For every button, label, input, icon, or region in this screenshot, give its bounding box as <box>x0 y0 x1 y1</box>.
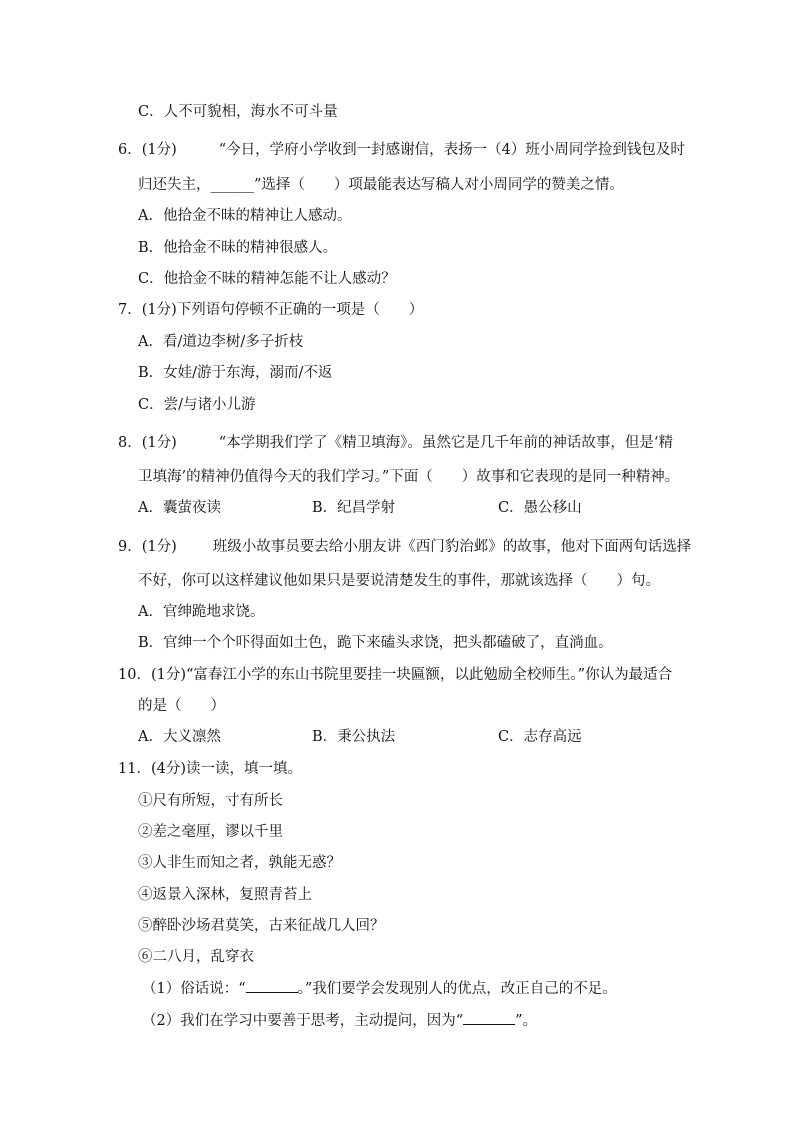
q9-number: 9．(1分) <box>118 539 177 555</box>
q8-stem-line1 <box>118 433 673 453</box>
q11-sub1-blank[interactable] <box>246 978 298 993</box>
q11-sub2 <box>142 1010 537 1031</box>
q10-option-b: B．秉公执法 <box>312 729 396 745</box>
q11-sub1-pre: （1）俗话说：“ <box>142 981 246 997</box>
q6-option-b: B．他拾金不昧的精神很感人。 <box>138 240 338 256</box>
q6-stem-line2 <box>138 175 624 195</box>
q8-option-a: A．囊萤夜读 <box>138 500 221 516</box>
q5-option-c: C．人不可貌相，海水不可斗量 <box>138 104 338 120</box>
q9-stem-line2: 不好，你可以这样建议他如果只是要说清楚发生的事件，那就该选择（ ）句。 <box>138 573 660 589</box>
q11-sub2-blank[interactable] <box>463 1010 515 1025</box>
q8-number: 8．(1分) <box>118 435 177 451</box>
q9-option-b: B．官绅一个个吓得面如土色，跪下来磕头求饶，把头都磕破了，直淌血。 <box>138 635 613 651</box>
q11-item-6: ⑥二八月，乱穿衣 <box>138 949 254 965</box>
q6-option-a: A．他拾金不昧的精神让人感动。 <box>138 208 352 224</box>
q8-option-b: B．纪昌学射 <box>312 500 396 516</box>
q9-text-line1: 班级小故事员要去给小朋友讲《西门豹治邺》的故事，他对下面两句话选择 <box>212 539 692 555</box>
q7-option-c: C．尝/与诸小儿游 <box>138 397 256 413</box>
q9-option-a: A．官绅跪地求饶。 <box>138 604 265 620</box>
q11-item-4: ④返景入深林，复照青苔上 <box>138 887 312 903</box>
q7-stem: 7．(1分)下列语句停顿不正确的一项是（ ） <box>118 302 424 318</box>
q11-sub2-post: ”。 <box>515 1013 538 1029</box>
q6-option-c: C．他拾金不昧的精神怎能不让人感动？ <box>138 271 396 287</box>
q10-option-a: A．大义凛然 <box>138 729 221 745</box>
q11-stem: 11．(4分)读一读，填一填。 <box>118 761 302 777</box>
q11-sub2-pre: （2）我们在学习中要善于思考，主动提问，因为“ <box>142 1013 464 1029</box>
q7-option-b: B．女娃/游于东海，溺而/不返 <box>138 365 333 381</box>
q7-option-a: A．看/道边李树/多子折枝 <box>138 334 304 350</box>
q8-stem-line2: 卫填海’的精神仍值得今天的我们学习。”下面（ ）故事和它表现的是同一种精神。 <box>138 469 680 485</box>
q10-stem-line1: 10．(1分)“富春江小学的东山书院里要挂一块匾额，以此勉励全校师生。”你认为最适合 <box>118 667 673 683</box>
q11-item-5: ⑤醉卧沙场君莫笑，古来征战几人回？ <box>138 918 385 934</box>
q11-sub1-post: 。”我们要学会发现别人的优点，改正自己的不足。 <box>297 981 617 997</box>
q6-text-line2-pre: 归还失主， <box>138 177 211 193</box>
q6-number: 6．(1分) <box>118 142 177 158</box>
q6-text-line1: “今日，学府小学收到一封感谢信，表扬一（4）班小周同学捡到钱包及时 <box>218 142 685 158</box>
q10-option-c: C．志存高远 <box>498 729 582 745</box>
q8-option-c: C．愚公移山 <box>498 500 582 516</box>
q9-stem-line1 <box>118 537 691 557</box>
q11-item-1: ①尺有所短，寸有所长 <box>138 793 283 809</box>
q10-stem-line2: 的是（ ） <box>138 698 225 714</box>
q6-stem-line1 <box>118 140 685 160</box>
q11-item-2: ②差之毫厘，谬以千里 <box>138 824 283 840</box>
q11-sub1 <box>142 978 617 999</box>
q6-text-line2-post: ”选择（ ）项最能表达写稿人对小周同学的赞美之情。 <box>254 177 624 193</box>
q6-inline-blank: ______ <box>210 177 254 193</box>
q11-item-3: ③人非生而知之者，孰能无惑？ <box>138 855 341 871</box>
q8-text-line1: “本学期我们学了《精卫填海》。虽然它是几千年前的神话故事，但是‘精 <box>218 435 674 451</box>
